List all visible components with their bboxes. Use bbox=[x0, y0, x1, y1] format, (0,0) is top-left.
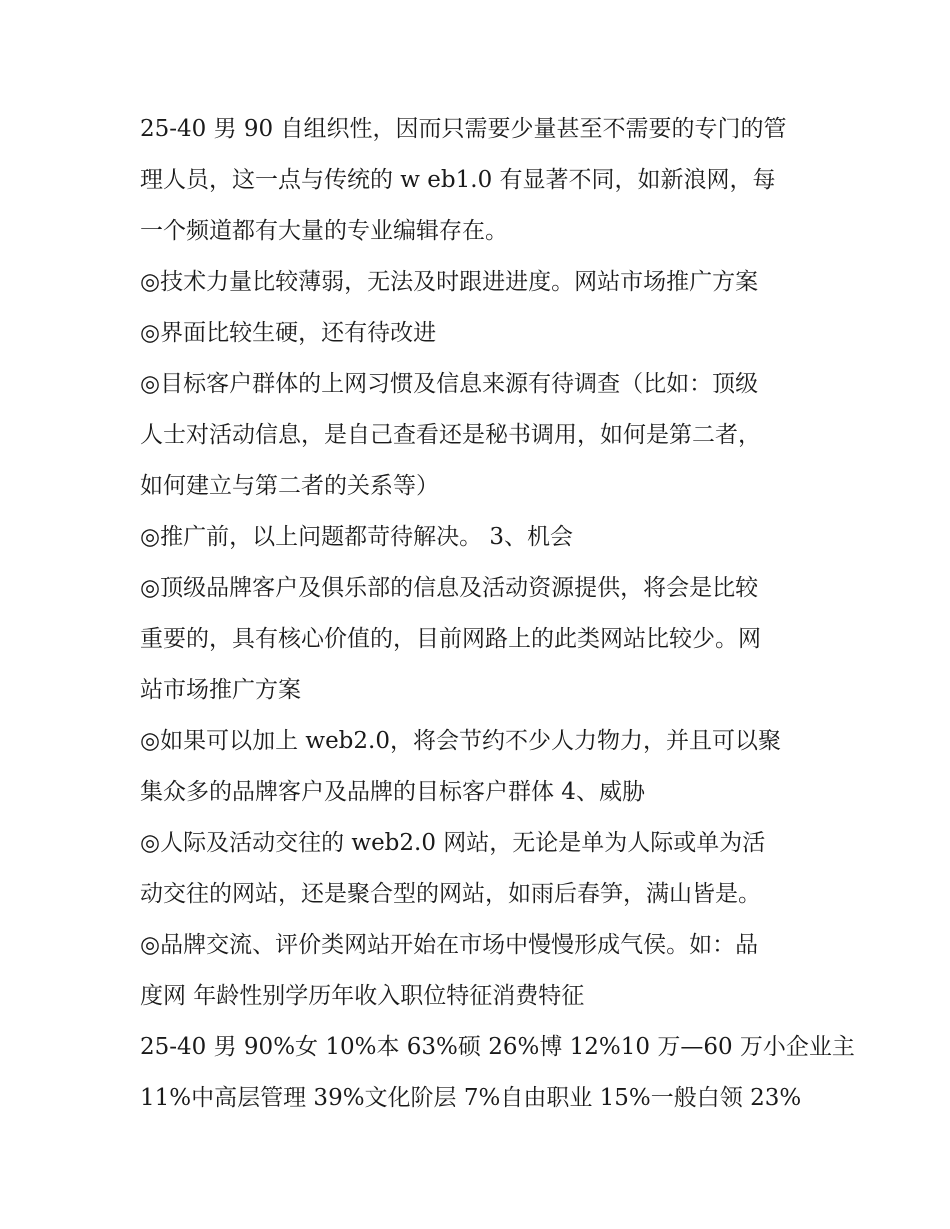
text-line: ◎技术力量比较薄弱，无法及时跟进进度。网站市场推广方案 bbox=[140, 269, 759, 295]
text-line: 如何建立与第二者的关系等） bbox=[140, 473, 439, 499]
document-body bbox=[140, 104, 855, 1124]
text-line: 动交往的网站，还是聚合型的网站，如雨后春笋，满山皆是。 bbox=[140, 881, 761, 907]
text-line: ◎目标客户群体的上网习惯及信息来源有待调查（比如：顶级 bbox=[140, 371, 759, 397]
text-line: ◎顶级品牌客户及俱乐部的信息及活动资源提供，将会是比较 bbox=[140, 575, 759, 601]
text-line: ◎人际及活动交往的 web2.0 网站，无论是单为人际或单为活 bbox=[140, 830, 766, 856]
text-line: 站市场推广方案 bbox=[140, 677, 301, 703]
text-line: ◎界面比较生硬，还有待改进 bbox=[140, 320, 437, 346]
text-line: 度网 年龄性别学历年收入职位特征消费特征 bbox=[140, 983, 585, 1009]
text-line: 25-40 男 90 自组织性，因而只需要少量甚至不需要的专门的管 bbox=[140, 116, 787, 142]
text-line: ◎品牌交流、评价类网站开始在市场中慢慢形成气侯。如：品 bbox=[140, 932, 759, 958]
text-line: ◎如果可以加上 web2.0，将会节约不少人力物力，并且可以聚 bbox=[140, 728, 781, 754]
text-line: 25-40 男 90%女 10%本 63%硕 26%博 12%10 万—60 万小企业主 bbox=[140, 1034, 855, 1060]
text-line: 重要的，具有核心价值的，目前网路上的此类网站比较少。网 bbox=[140, 626, 761, 652]
text-line: ◎推广前，以上问题都苛待解决。 3、机会 bbox=[140, 524, 574, 550]
text-line: 理人员，这一点与传统的 w eb1.0 有显著不同，如新浪网，每 bbox=[140, 167, 776, 193]
text-line: 一个频道都有大量的专业编辑存在。 bbox=[140, 218, 508, 244]
text-line: 集众多的品牌客户及品牌的目标客户群体 4、威胁 bbox=[140, 779, 645, 805]
text-line: 11%中高层管理 39%文化阶层 7%自由职业 15%一般白领 23% bbox=[140, 1085, 802, 1111]
text-line: 人士对活动信息，是自己查看还是秘书调用，如何是第二者， bbox=[140, 422, 761, 448]
